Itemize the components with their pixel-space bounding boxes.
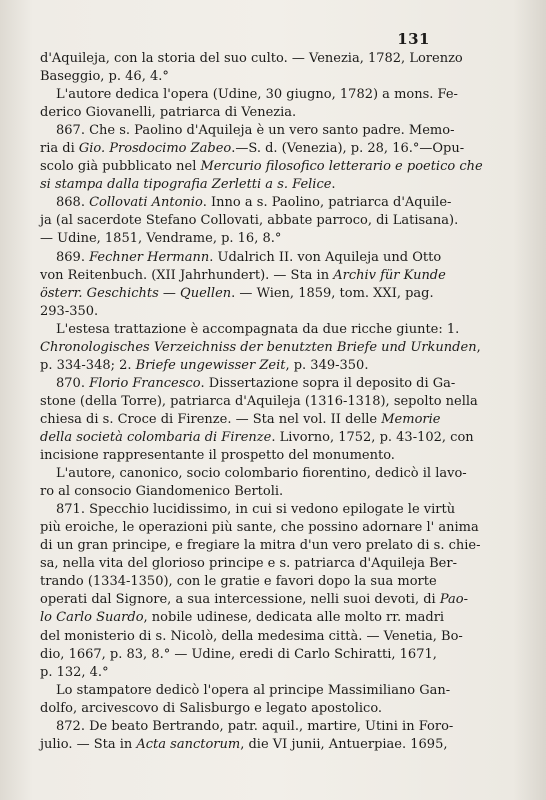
text-line bbox=[40, 609, 445, 627]
text-line bbox=[40, 375, 456, 393]
text-segment: operati dal Signore, a sua intercessione, nelli suoi devoti, di bbox=[40, 592, 440, 608]
text-segment: 872. De beato Bertrando, patr. aquil., martire, Utini in Foro- bbox=[56, 718, 454, 734]
text-line bbox=[40, 104, 425, 122]
text-line bbox=[40, 357, 425, 375]
text-line bbox=[40, 736, 448, 754]
text-line bbox=[40, 429, 474, 447]
text-segment: . Udalrich II. von Aquileja und Otto bbox=[209, 249, 442, 265]
text-line bbox=[40, 447, 425, 465]
text-segment: — Udine, 1851, Vendrame, p. 16, 8.° bbox=[40, 231, 282, 247]
text-segment: p. 132, 4.° bbox=[40, 664, 109, 680]
text-segment: incisione rappresentante il prospetto del monumento. bbox=[40, 448, 395, 464]
text-line bbox=[40, 682, 451, 700]
text-line bbox=[40, 230, 425, 248]
text-segment: p. 334-348; 2. bbox=[40, 357, 136, 373]
text-segment: 867. Che s. Paolino d'Aquileja è un vero santo padre. Memo- bbox=[56, 123, 455, 139]
text-line bbox=[40, 194, 452, 212]
text-segment: stone (della Torre), patriarca d'Aquileja (1316-1318), sepolto nella bbox=[40, 393, 478, 409]
italic-title: lo Carlo Suardo bbox=[40, 610, 144, 626]
text-segment: Lo stampatore dedicò l'opera al principe Massimiliano Gan- bbox=[56, 682, 451, 698]
text-segment: . Inno a s. Paolino, patriarca d'Aquile- bbox=[202, 195, 452, 211]
text-line bbox=[40, 591, 468, 609]
text-segment: ria di bbox=[40, 141, 79, 157]
text-line bbox=[40, 718, 454, 736]
text-segment: . bbox=[331, 177, 336, 193]
text-line bbox=[40, 573, 437, 591]
text-segment: , bbox=[476, 339, 481, 355]
italic-title: si stampa dalla tipografia Zerletti a s. Felice bbox=[40, 177, 332, 193]
text-line bbox=[40, 158, 483, 176]
text-line bbox=[40, 465, 467, 483]
text-segment: 293-350. bbox=[40, 303, 99, 319]
italic-title: della società colombaria di Firenze bbox=[40, 429, 272, 445]
text-segment: derico Giovanelli, patriarca di Venezia. bbox=[40, 105, 297, 121]
text-segment: Baseggio, p. 46, 4.° bbox=[40, 69, 169, 85]
text-segment: ro al consocio Giandomenico Bertoli. bbox=[40, 484, 284, 500]
text-line bbox=[40, 411, 441, 429]
text-segment: 871. Specchio lucidissimo, in cui si vedono epilogate le virtù bbox=[56, 502, 456, 518]
italic-title: Collovati Antonio bbox=[89, 195, 203, 211]
italic-title: Archiv für Kunde bbox=[333, 267, 446, 283]
text-line bbox=[40, 68, 425, 86]
text-segment: dolfo, arcivescovo di Salisburgo e legato apostolico. bbox=[40, 700, 383, 716]
text-line bbox=[40, 267, 446, 285]
text-line bbox=[40, 628, 463, 646]
italic-title: Briefe ungewisser Zeit bbox=[135, 357, 286, 373]
italic-title: Chronologisches Verzeichniss der benutzten Briefe und Urkunden bbox=[40, 339, 477, 355]
text-segment: del monisterio di s. Nicolò, della medesima città. — Venetia, Bo- bbox=[40, 628, 463, 644]
text-line bbox=[40, 86, 458, 104]
italic-title: österr. Geschichts — Quellen bbox=[40, 285, 232, 301]
italic-title: Memorie bbox=[381, 411, 441, 427]
text-segment: von Reitenbuch. (XII Jahrhundert). — Sta in bbox=[40, 267, 334, 283]
italic-title: Pao- bbox=[439, 592, 468, 608]
text-segment: , die VI junii, Antuerpiae. 1695, bbox=[240, 736, 448, 752]
text-line bbox=[40, 393, 478, 411]
text-segment: L'autore dedica l'opera (Udine, 30 giugno, 1782) a mons. Fe- bbox=[56, 87, 458, 103]
text-line bbox=[40, 555, 457, 573]
italic-title: Gio. Prosdocimo Zabeo bbox=[78, 141, 232, 157]
text-segment: scolo già pubblicato nel bbox=[40, 159, 201, 175]
text-segment: , nobile udinese, dedicata alle molto rr. madri bbox=[143, 610, 445, 626]
text-line bbox=[40, 249, 442, 267]
text-line bbox=[40, 303, 425, 321]
text-line bbox=[40, 664, 425, 682]
text-line bbox=[40, 339, 481, 357]
text-segment: . — Wien, 1859, tom. XXI, pag. bbox=[231, 285, 434, 301]
text-segment: sa, nella vita del glorioso principe e s. patriarca d'Aquileja Ber- bbox=[40, 556, 457, 572]
page-number: 131 bbox=[397, 30, 430, 48]
text-segment: julio. — Sta in bbox=[40, 736, 137, 752]
text-line bbox=[40, 176, 425, 194]
italic-title: Mercurio filosofico letterario e poetico che bbox=[200, 159, 483, 175]
text-line bbox=[40, 140, 465, 158]
text-line bbox=[40, 501, 456, 519]
text-segment: più eroiche, le operazioni più sante, che possino adornare l' anima bbox=[40, 520, 479, 536]
text-segment: 870. bbox=[56, 375, 90, 391]
italic-title: Florio Francesco bbox=[89, 375, 201, 391]
text-segment: L'estesa trattazione è accompagnata da due ricche giunte: 1. bbox=[56, 321, 460, 337]
body-text bbox=[40, 50, 483, 754]
text-line bbox=[40, 483, 425, 501]
text-segment: 869. bbox=[56, 249, 90, 265]
text-line bbox=[40, 212, 459, 230]
italic-title: Fechner Hermann bbox=[89, 249, 210, 265]
text-segment: dio, 1667, p. 83, 8.° — Udine, eredi di Carlo Schiratti, 1671, bbox=[40, 646, 437, 662]
text-segment: ja (al sacerdote Stefano Collovati, abbate parroco, di Latisana). bbox=[40, 213, 459, 229]
text-segment: trando (1334-1350), con le gratie e favori dopo la sua morte bbox=[40, 574, 437, 590]
text-segment: . Dissertazione sopra il deposito di Ga- bbox=[200, 375, 456, 391]
text-segment: chiesa di s. Croce di Firenze. — Sta nel vol. II delle bbox=[40, 411, 382, 427]
text-segment: . Livorno, 1752, p. 43-102, con bbox=[271, 429, 474, 445]
text-segment: di un gran principe, e fregiare la mitra d'un vero prelato di s. chie- bbox=[40, 538, 481, 554]
text-line bbox=[40, 519, 479, 537]
text-line bbox=[40, 700, 425, 718]
text-line bbox=[40, 537, 481, 555]
text-line bbox=[40, 50, 463, 68]
text-segment: L'autore, canonico, socio colombario fiorentino, dedicò il lavo- bbox=[56, 466, 467, 482]
text-line bbox=[40, 321, 460, 339]
text-line bbox=[40, 122, 455, 140]
text-segment: .—S. d. (Venezia), p. 28, 16.°—Opu- bbox=[231, 141, 465, 157]
text-segment: , p. 349-350. bbox=[285, 357, 369, 373]
text-line bbox=[40, 285, 434, 303]
text-segment: 868. bbox=[56, 195, 90, 211]
text-line bbox=[40, 646, 437, 664]
italic-title: Acta sanctorum bbox=[136, 736, 241, 752]
text-segment: d'Aquileja, con la storia del suo culto. — Venezia, 1782, Lorenzo bbox=[40, 51, 463, 66]
